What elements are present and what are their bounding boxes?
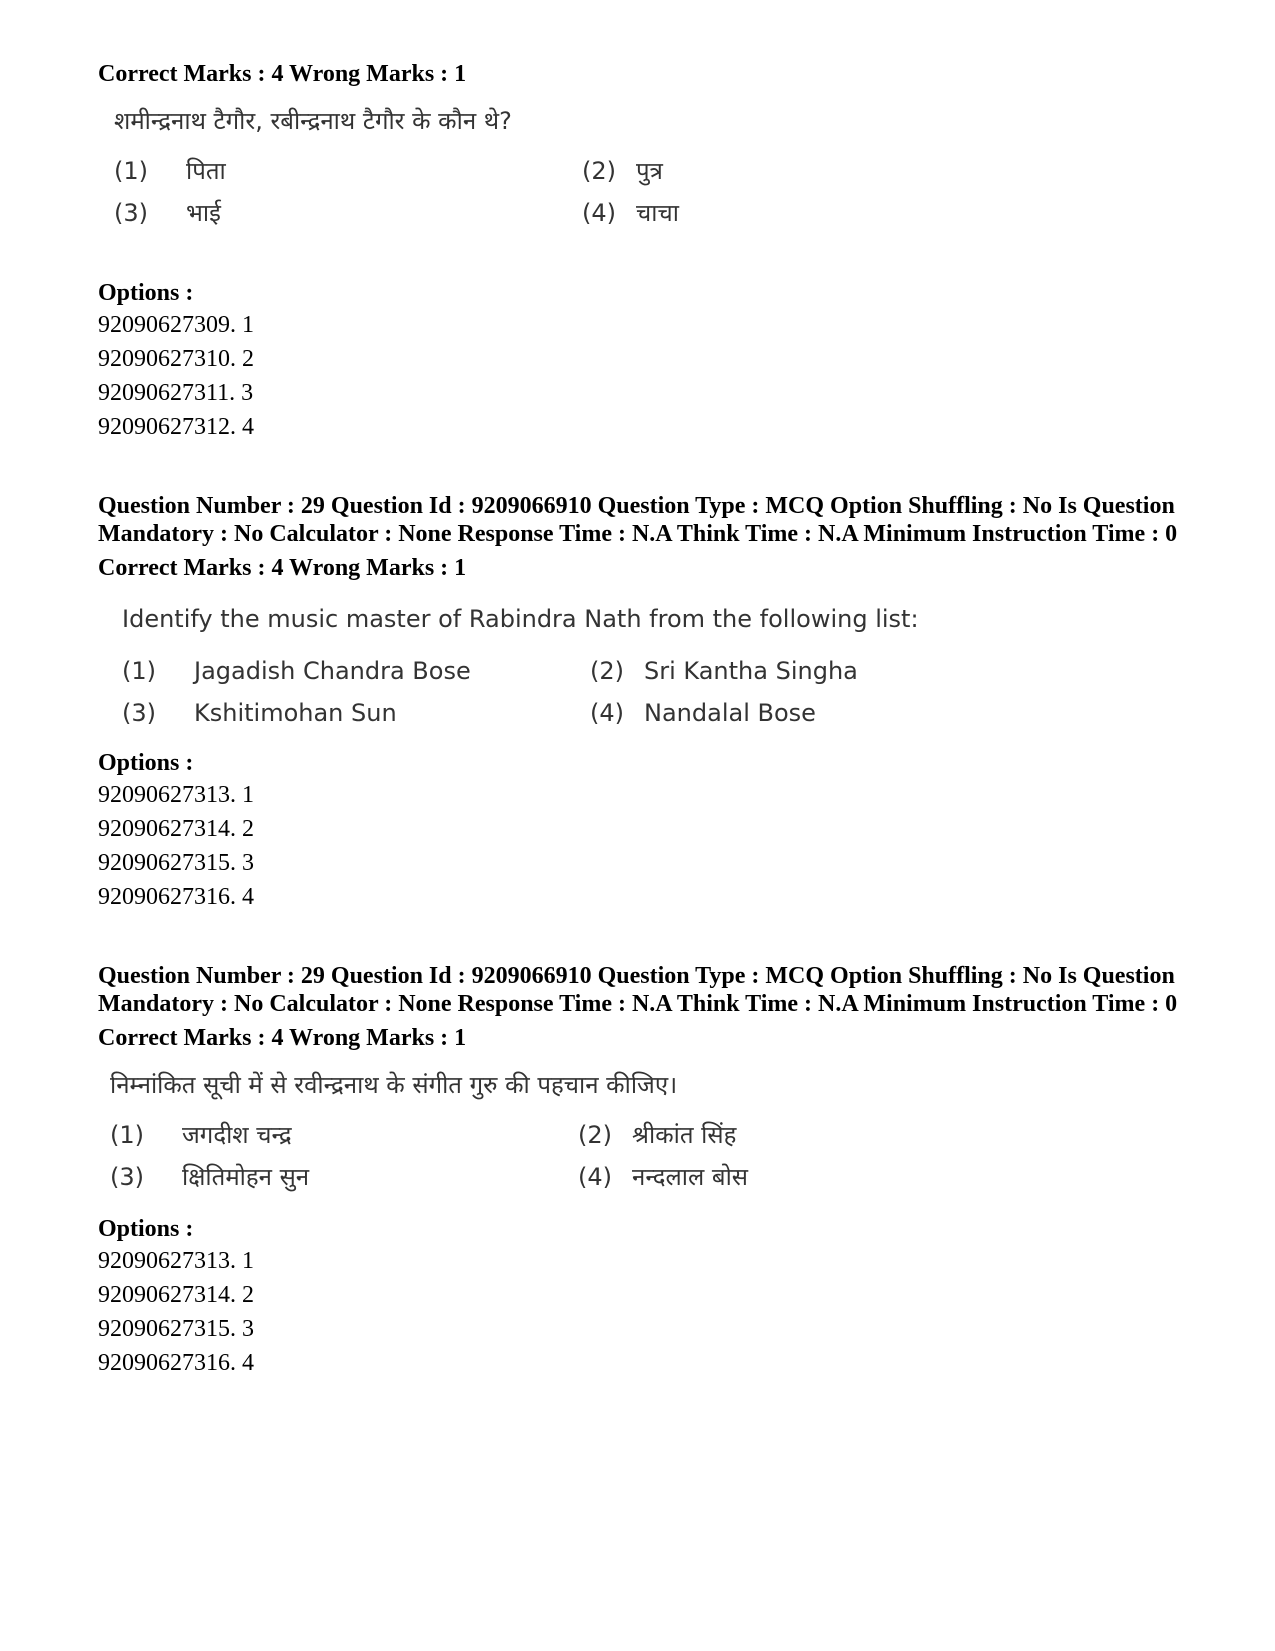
choice-number: (4)	[590, 699, 624, 727]
choice-text: Nandalal Bose	[644, 699, 816, 727]
choice-text: क्षितिमोहन सुन	[182, 1163, 310, 1191]
choice-number: (4)	[582, 199, 616, 227]
option-item: 92090627312. 4	[98, 414, 254, 440]
choice-text: Kshitimohan Sun	[194, 699, 397, 727]
option-item: 92090627309. 1	[98, 312, 254, 338]
question-text: निम्नांकित सूची में से रवीन्द्रनाथ के संगीत गुरु की पहचान कीजिए।	[110, 1071, 678, 1099]
options-list	[98, 278, 1188, 444]
question-text: शमीन्द्रनाथ टैगौर, रबीन्द्रनाथ टैगौर के कौन थे?	[114, 107, 512, 135]
options-list	[98, 1214, 1188, 1380]
option-item: 92090627316. 4	[98, 1350, 254, 1376]
options-heading: Options :	[98, 280, 194, 306]
marks-line: Correct Marks : 4 Wrong Marks : 1	[98, 1025, 467, 1051]
choice-grid	[114, 156, 1188, 228]
marks-line: Correct Marks : 4 Wrong Marks : 1	[98, 555, 467, 581]
choice-text: श्रीकांत सिंह	[632, 1121, 737, 1149]
option-item: 92090627313. 1	[98, 782, 254, 808]
question-image	[122, 604, 1188, 728]
question-image	[114, 106, 1188, 228]
question-block-2	[98, 492, 1188, 914]
choice-number: (3)	[114, 199, 148, 227]
option-item: 92090627314. 2	[98, 1282, 254, 1308]
choice-number: (2)	[582, 157, 616, 185]
choice-text: पिता	[186, 157, 226, 185]
option-item: 92090627314. 2	[98, 816, 254, 842]
option-item: 92090627310. 2	[98, 346, 254, 372]
option-item: 92090627316. 4	[98, 884, 254, 910]
question-block-1	[98, 60, 1188, 444]
question-block-3	[98, 962, 1188, 1380]
choice-number: (1)	[114, 157, 148, 185]
option-item: 92090627311. 3	[98, 380, 254, 406]
choice-text: जगदीश चन्द्र	[182, 1121, 292, 1149]
options-heading: Options :	[98, 1216, 194, 1242]
option-item: 92090627313. 1	[98, 1248, 254, 1274]
option-item: 92090627315. 3	[98, 850, 254, 876]
choice-number: (3)	[110, 1163, 144, 1191]
choice-text: चाचा	[636, 199, 679, 227]
choice-number: (2)	[578, 1121, 612, 1149]
choice-number: (4)	[578, 1163, 612, 1191]
choice-text: Jagadish Chandra Bose	[194, 657, 471, 685]
choice-text: पुत्र	[636, 157, 663, 185]
choice-grid	[110, 1120, 1188, 1192]
choice-grid	[122, 656, 1188, 728]
question-meta: Question Number : 29 Question Id : 9209066910 Question Type : MCQ Option Shuffling : No Is Question Mandatory : No Calculator : None Response Time : N.A Think Time : N.A Minimum Instruction Time : 0	[98, 963, 1178, 1017]
choice-number: (2)	[590, 657, 624, 685]
choice-number: (3)	[122, 699, 156, 727]
choice-text: नन्दलाल बोस	[632, 1163, 749, 1191]
option-item: 92090627315. 3	[98, 1316, 254, 1342]
question-meta: Question Number : 29 Question Id : 9209066910 Question Type : MCQ Option Shuffling : No Is Question Mandatory : No Calculator : None Response Time : N.A Think Time : N.A Minimum Instruction Time : 0	[98, 493, 1178, 547]
choice-text: भाई	[186, 199, 221, 227]
choice-number: (1)	[122, 657, 156, 685]
choice-number: (1)	[110, 1121, 144, 1149]
question-text: Identify the music master of Rabindra Nath from the following list:	[122, 605, 919, 633]
options-list	[98, 748, 1188, 914]
question-image	[110, 1070, 1188, 1192]
options-heading: Options :	[98, 750, 194, 776]
document-page	[98, 56, 1188, 1380]
choice-text: Sri Kantha Singha	[644, 657, 858, 685]
marks-line: Correct Marks : 4 Wrong Marks : 1	[98, 61, 467, 87]
